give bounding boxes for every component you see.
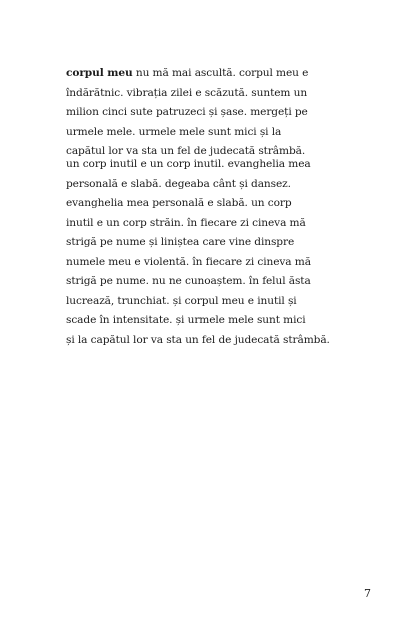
poem-line: îndărătnic. vibrația zilei e scăzută. suntem un	[66, 86, 308, 99]
poem-line: personală e slabă. degeaba cânt și dansez.	[66, 177, 291, 190]
poem-line: strigă pe nume și liniștea care vine dinspre	[66, 236, 295, 248]
poem-line: urmele mele. urmele mele sunt mici și la	[66, 125, 282, 138]
poem-bold-lead: corpul meu	[66, 67, 133, 79]
poem-line	[66, 64, 356, 84]
poem-line: capătul lor va sta un fel de judecată strâmbă.	[66, 145, 306, 157]
poem-line: evanghelia mea personală e slabă. un corp	[66, 197, 292, 209]
page-number: 7	[364, 587, 371, 600]
poem-line: strigă pe nume. nu ne cunoaștem. în felul ăsta	[66, 275, 311, 287]
poem-line-text: nu mă mai ascultă. corpul meu e	[132, 67, 309, 79]
poem-line: scade în intensitate. și urmele mele sunt mici	[66, 314, 306, 326]
poem-line: un corp inutil e un corp inutil. evanghelia mea	[66, 158, 311, 170]
poem-line: și la capătul lor va sta un fel de judecată strâmbă.	[66, 333, 330, 346]
poem-paragraph-2	[66, 155, 356, 350]
poem-paragraph-1	[66, 64, 356, 162]
poem-line: inutil e un corp străin. în fiecare zi cineva mă	[66, 216, 306, 229]
poem-line: lucrează, trunchiat. și corpul meu e inutil și	[66, 294, 297, 307]
poem-line: milion cinci sute patruzeci și șase. mergeți pe	[66, 106, 308, 118]
poem-line: numele meu e violentă. în fiecare zi cineva mă	[66, 255, 311, 268]
